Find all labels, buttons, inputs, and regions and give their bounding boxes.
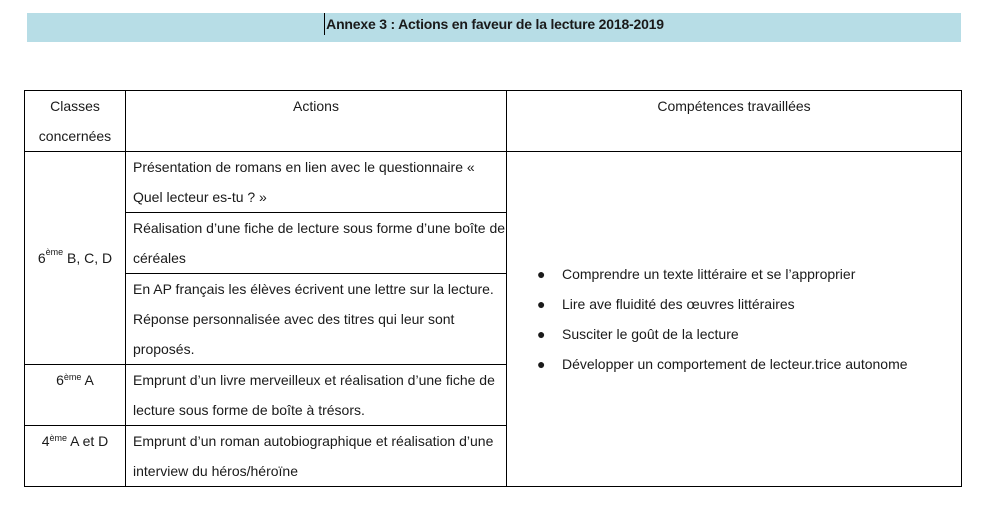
action-text: Présentation de romans en lien avec le questionnaire « Quel lecteur es-tu ? » <box>133 159 475 205</box>
bullet-icon: ● <box>537 326 546 342</box>
class-label: 6ème B, C, D <box>37 247 113 266</box>
action-text: Emprunt d’un roman autobiographique et réalisation d’une interview du héros/héroïne <box>133 433 494 479</box>
action-cell <box>126 274 507 365</box>
actions-table <box>24 90 962 487</box>
header-competences-label: Compétences travaillées <box>657 98 811 114</box>
document-title[interactable]: Annexe 3 : Actions en faveur de la lecture 2018-2019 <box>324 13 664 35</box>
competences-cell <box>507 152 962 487</box>
action-cell <box>126 426 507 487</box>
header-classes <box>25 91 126 152</box>
competence-item: ● Susciter le goût de la lecture <box>537 319 961 349</box>
class-cell-4ad <box>25 426 126 487</box>
action-text: Emprunt d’un livre merveilleux et réalisation d’une fiche de lecture sous forme de boîte à trésors. <box>133 372 495 418</box>
competence-item: ● Lire ave fluidité des œuvres littéraires <box>537 289 961 319</box>
action-text: En AP français les élèves écrivent une lettre sur la lecture. Réponse personnalisée avec des titres qui leur sont proposés. <box>133 281 494 357</box>
class-cell-6bcd <box>25 152 126 365</box>
header-classes-label: Classes concernées <box>38 98 112 144</box>
competence-item: ● Comprendre un texte littéraire et se l’approprier <box>537 259 961 289</box>
bullet-icon: ● <box>537 356 546 372</box>
bullet-icon: ● <box>537 266 546 282</box>
class-label: 4ème A et D <box>41 433 109 449</box>
action-cell <box>126 152 507 213</box>
competence-item: ● Développer un comportement de lecteur.trice autonome <box>537 349 961 379</box>
action-text: Réalisation d’une fiche de lecture sous forme d’une boîte de céréales <box>133 220 506 266</box>
title-bar <box>27 13 961 42</box>
action-cell <box>126 213 507 274</box>
header-actions <box>126 91 507 152</box>
class-cell-6a <box>25 365 126 426</box>
bullet-icon: ● <box>537 296 546 312</box>
class-label: 6ème A <box>56 372 94 388</box>
header-competences <box>507 91 962 152</box>
action-cell <box>126 365 507 426</box>
table-header-row <box>25 91 962 152</box>
header-actions-label: Actions <box>293 98 339 114</box>
table-row <box>25 152 962 213</box>
competences-list <box>507 259 961 379</box>
